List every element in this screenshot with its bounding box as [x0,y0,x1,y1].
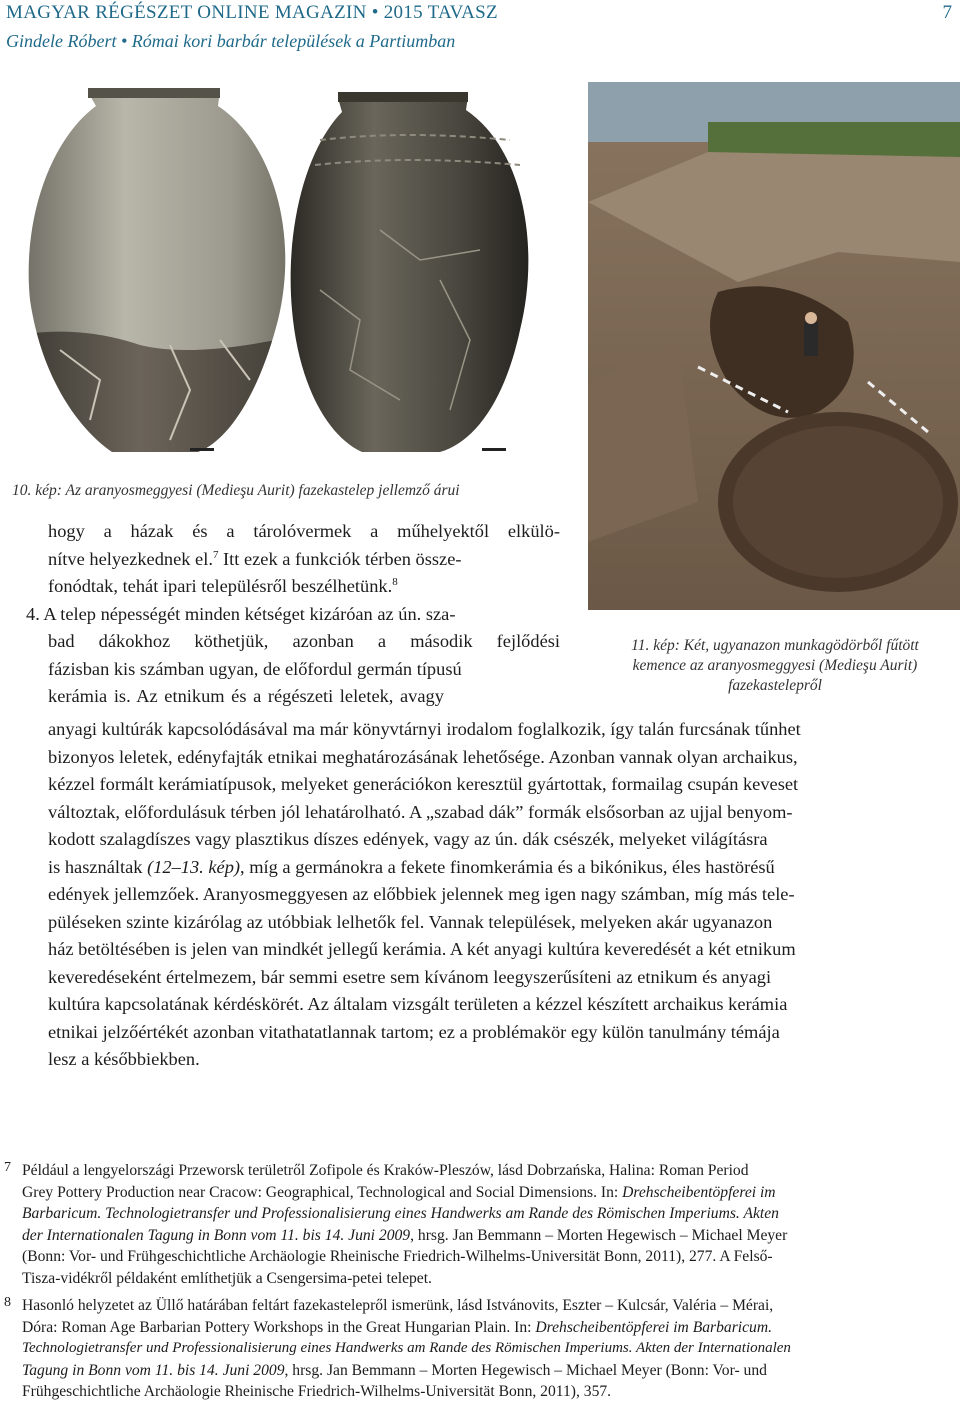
body-line [48,546,560,574]
footnote-line-part: Dóra: Roman Age Barbarian Pottery Workshops in the Great Hungarian Plain. In: [22,1318,536,1336]
figure-11-photo [588,82,960,610]
body-line: kerámia is. Az etnikum és a régészeti leletek, avagy [48,686,444,706]
footnote-line-part: Grey Pottery Production near Cracow: Geographical, Technological and Social Dimensions. In: [22,1183,623,1201]
footnote-line [22,1182,952,1204]
footnote-line-part: Drehscheibentöpferei im [622,1183,776,1201]
footnote-number: 7 [4,1160,11,1175]
body-line: fázisban kis számban ugyan, de előfordul germán típusú [48,658,462,679]
figure-11-caption-line: kemence az aranyosmeggyesi (Medieşu Aurit) [632,657,918,674]
footnote-line-part: Drehscheibentöpferei im Barbaricum. [535,1318,772,1336]
body-line: püléseken szinte kizárólag az utóbbiak lelhetők fel. Vannak települések, melyeken akár ugyanazon [48,911,773,932]
page-number: 7 [942,2,952,23]
body-wide-column [48,716,954,1074]
footnote-line [22,1317,952,1339]
footnote-line-part: der Internationalen Tagung in Bonn vom 11. bis 14. Juni 2009 [22,1226,411,1244]
footnote-ref-8[interactable]: 8 [392,575,398,588]
body-line: hogy a házak és a tárolóvermek a műhelyektől elkülö- [48,521,560,541]
body-line: edények jellemzőek. Aranyosmeggyesen az előbbiek jelennek meg igen nagy számban, míg más tele- [48,884,795,904]
body-line: kézzel formált kerámiatípusok, melyeket generációkon keresztül gyártottak, formailag csupán keveset [48,774,799,794]
body-line: lesz a későbbiekben. [48,1049,200,1069]
footnote-line: Hasonló helyzetet az Üllő határában feltárt fazekastelepről ismerünk, lásd Istvánovits, Eszter – Kulcsár, Valéria – Mérai, [22,1297,774,1314]
footnote-8 [0,1295,960,1403]
footnote-line-part: , hrsg. Jan Bemmann – Morten Hegewisch – Michael Meyer [410,1226,788,1244]
figure-11-caption-line: 11. kép: Két, ugyanazon munkagödörből fűtött [631,637,919,654]
footnote-line [22,1360,952,1382]
body-line-part: fonódtak, tehát ipari településről beszélhetünk. [48,576,393,596]
body-line-part: nítve helyezkednek el. [48,548,213,569]
footnote-number: 8 [4,1295,11,1310]
body-line: ház betöltésében is jelen van mindkét jellegű kerámia. A két anyagi kultúra keveredését a két etnikum [48,939,796,959]
body-line: bizonyos leletek, edényfajták etnikai meghatározásának lehetősége. Azonban vannak olyan archaikus, [48,746,798,767]
figure-reference-link[interactable]: (12–13. kép) [147,856,241,877]
footnote-line: Például a lengyelországi Przeworsk területről Zofipole és Kraków-Pleszów, lásd Dobrzańska, Halina: Roman Period [22,1162,749,1179]
footnote-line: (Bonn: Vor- und Frühgeschichtliche Archäologie Rheinische Friedrich-Wilhelms-Universität Bonn, 2011), 277. A Felső- [22,1248,773,1265]
excavation-image [588,82,960,610]
footnote-7 [0,1160,960,1289]
body-line: bad dákokhoz köthetjük, azonban a második fejlődési [48,631,560,651]
pots-image [20,80,560,470]
body-line: kodott szalagdíszes vagy plasztikus díszes edények, vagy az ún. dák csészék, melyeket világításra [48,829,768,849]
figure-10-pots [20,80,560,470]
body-line: anyagi kultúrák kapcsolódásával ma már könyvtárnyi irodalom foglalkozik, így talán furcsának tűnhet [48,719,801,739]
body-line: kultúra kapcsolatának kérdéskörét. Az általam vizsgált területen a kézzel készített archaikus kerámia [48,994,788,1014]
body-line: etnikai jelzőértékét azonban vitathatatlannak tartom; ez a problémakör egy külön tanulmány témája [48,1021,780,1042]
body-line: 4. A telep népességét minden kétséget kizáróan az ún. sza- [26,603,456,624]
figure-11-caption [590,636,960,696]
body-line-part: is használtak [48,856,148,877]
body-line: változtak, előfordulásuk térben jól lehatárolható. A „szabad dák” formák elsősorban az ujjal benyom- [48,801,793,822]
body-line-part: Itt ezek a funkciók térben össze- [218,548,462,569]
footnote-line-part: Tagung in Bonn vom 11. bis 14. Juni 2009 [22,1361,285,1379]
body-line-part: , míg a germánokra a fekete finomkerámia és a bikónikus, éles hastörésű [240,856,775,877]
footnote-line [22,1225,952,1247]
article-subtitle: Gindele Róbert • Római kori barbár települések a Partiumban [6,31,456,51]
body-line [48,854,954,882]
body-line: keveredéseként értelmezem, bár semmi esetre sem kívánom leegyszerűsíteni az etnikum és anyagi [48,966,772,987]
footnote-line-part: , hrsg. Jan Bemmann – Morten Hegewisch – Michael Meyer (Bonn: Vor- und [284,1361,767,1379]
body-narrow-column [26,518,560,711]
footnote-line: Tisza-vidékről példaként említhetjük a Csengersima-petei telepet. [22,1269,432,1287]
body-line [48,573,560,601]
footnote-line: Frühgeschichtliche Archäologie Rheinische Friedrich-Wilhelms-Universität Bonn, 2011), 357. [22,1383,612,1400]
footnote-line: Technologietransfer und Professionalisierung eines Handwerks am Rande des Römischen Imperiums. Akten der Internationalen [22,1340,791,1356]
figure-10-caption: 10. kép: Az aranyosmeggyesi (Medieşu Aurit) fazekastelep jellemző árui [12,482,460,499]
footnote-ref-7[interactable]: 7 [212,548,219,561]
magazine-title: MAGYAR RÉGÉSZET ONLINE MAGAZIN • 2015 TAVASZ [6,2,498,23]
footnote-line: Barbaricum. Technologietransfer und Professionalisierung eines Handwerks am Rande des Römischen Imperiums. Akten [22,1205,779,1222]
figure-11-caption-line: fazekastelepről [728,677,822,694]
